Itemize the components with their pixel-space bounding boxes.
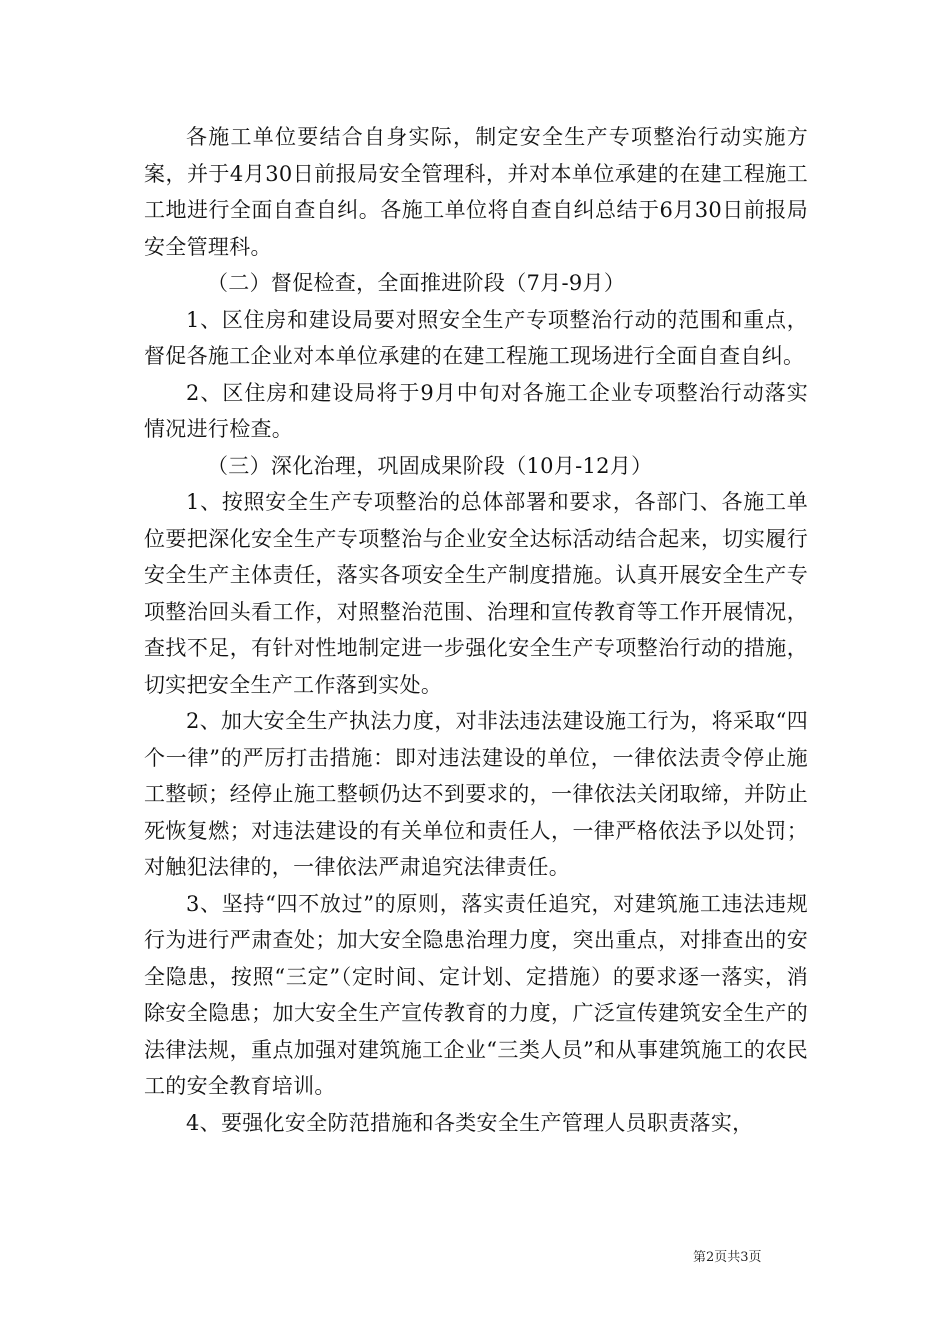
- paragraph-stage-three-item-3: 3、坚持“四不放过”的原则，落实责任追究，对建筑施工违法违规行为进行严肃查处；加大安全隐患治理力度，突出重点，对排查出的安全隐患，按照“三定”（定时间、定计划、定措施）的要求逐一落实，消除安全隐患；加大安全生产宣传教育的力度，广泛宣传建筑安全生产的法律法规，重点加强对建筑施工企业“三类人员”和从事建筑施工的农民工的安全教育培训。: [144, 891, 808, 1098]
- paragraph-stage-two-item-2: 2、区住房和建设局将于9月中旬对各施工企业专项整治行动落实情况进行检查。: [144, 380, 808, 441]
- section-heading-stage-three: （三）深化治理，巩固成果阶段（10月-12月）: [207, 453, 653, 478]
- paragraph-stage-three-item-1: 1、按照安全生产专项整治的总体部署和要求，各部门、各施工单位要把深化安全生产专项整治与企业安全达标活动结合起来，切实履行安全生产主体责任，落实各项安全生产制度措施。认真开展安全生产专项整治回头看工作，对照整治范围、治理和宣传教育等工作开展情况，查找不足，有针对性地制定进一步强化安全生产专项整治行动的措施，切实把安全生产工作落到实处。: [144, 490, 808, 697]
- paragraph-stage-three-item-2: 2、加大安全生产执法力度，对非法违法建设施工行为，将采取“四个一律”的严厉打击措施：即对违法建设的单位，一律依法责令停止施工整顿；经停止施工整顿仍达不到要求的，一律依法关闭取缔，并防止死恢复燃；对违法建设的有关单位和责任人，一律严格依法予以处罚；对触犯法律的，一律依法严肃追究法律责任。: [144, 709, 808, 879]
- page-number-footer: 第2页共3页: [693, 1250, 762, 1265]
- section-heading-stage-two: （二）督促检查，全面推进阶段（7月-9月）: [207, 271, 626, 295]
- document-body: [144, 119, 808, 1141]
- paragraph-stage-three-item-4: 4、要强化安全防范措施和各类安全生产管理人员职责落实，: [186, 1110, 754, 1135]
- paragraph-stage-two-item-1: 1、区住房和建设局要对照安全生产专项整治行动的范围和重点，督促各施工企业对本单位承建的在建工程施工现场进行全面自查自纠。: [144, 307, 808, 368]
- paragraph-plan-submission: 各施工单位要结合自身实际，制定安全生产专项整治行动实施方案，并于4月30日前报局安全管理科，并对本单位承建的在建工程施工工地进行全面自查自纠。各施工单位将自查自纠总结于6月30日前报局安全管理科。: [144, 125, 808, 259]
